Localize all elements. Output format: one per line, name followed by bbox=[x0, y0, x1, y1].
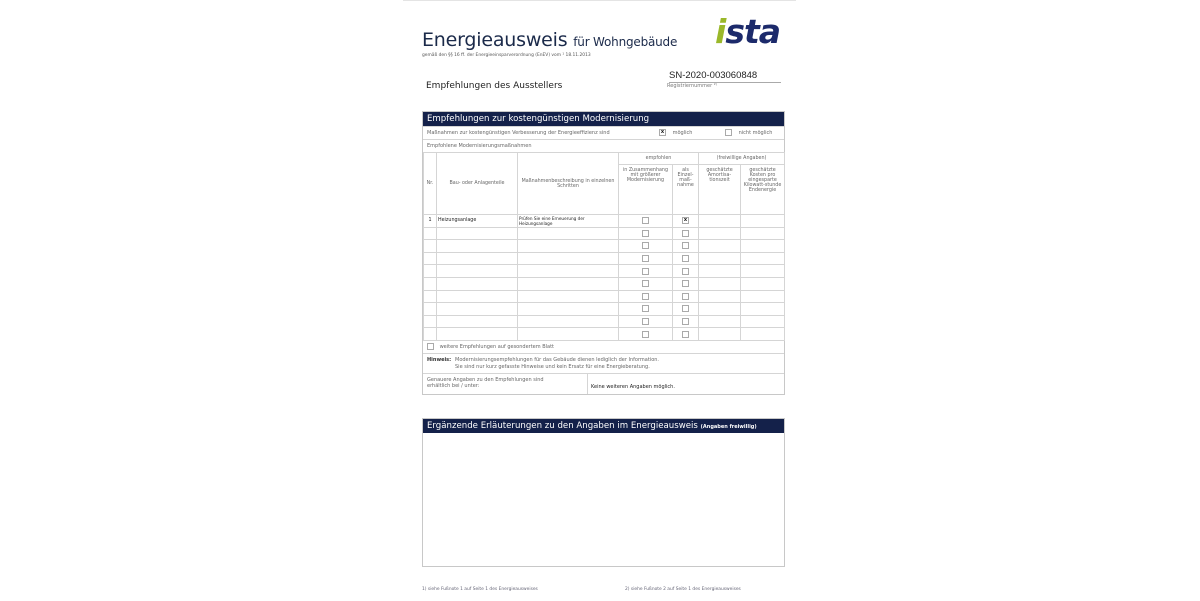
explanations-heading-note: (Angaben freiwillig) bbox=[700, 424, 757, 430]
details-label: Genauere Angaben zu den Empfehlungen sind erhältlich bei / unter: bbox=[427, 376, 544, 389]
row-component bbox=[437, 315, 518, 328]
footnote-2: 2) siehe Fußnote 2 auf Seite 1 des Energieausweises bbox=[625, 587, 741, 592]
row-nr bbox=[424, 315, 437, 328]
not-possible-label: nicht möglich bbox=[738, 130, 773, 136]
row-component bbox=[437, 303, 518, 316]
individual-checkbox[interactable] bbox=[682, 268, 689, 275]
row-nr bbox=[424, 328, 437, 341]
individual-checkbox[interactable] bbox=[682, 293, 689, 300]
registration-number: SN-2020-003060848 bbox=[669, 70, 781, 83]
in-combination-checkbox[interactable] bbox=[642, 217, 649, 224]
row-costs bbox=[741, 265, 785, 278]
registration-label: Registriernummer ²⁾ bbox=[667, 83, 717, 89]
row-description bbox=[518, 277, 619, 290]
ista-logo: ista bbox=[715, 12, 780, 51]
row-costs bbox=[741, 227, 785, 240]
table-row bbox=[424, 227, 785, 240]
row-amortization bbox=[699, 303, 741, 316]
row-costs bbox=[741, 303, 785, 316]
row-description bbox=[518, 290, 619, 303]
row-description bbox=[518, 227, 619, 240]
in-combination-checkbox[interactable] bbox=[642, 318, 649, 325]
individual-checkbox[interactable] bbox=[682, 242, 689, 249]
individual-checkbox[interactable]: x bbox=[683, 217, 688, 224]
recommendations-section bbox=[422, 111, 785, 395]
row-nr bbox=[424, 240, 437, 253]
row-component bbox=[437, 227, 518, 240]
row-amortization bbox=[699, 252, 741, 265]
individual-checkbox[interactable] bbox=[682, 331, 689, 338]
individual-checkbox[interactable] bbox=[682, 255, 689, 262]
explanations-heading-text: Ergänzende Erläuterungen zu den Angaben im Energieausweis bbox=[427, 421, 698, 431]
table-row bbox=[424, 277, 785, 290]
hint-line-1: Modernisierungsempfehlungen für das Gebäude dienen lediglich der Information. bbox=[455, 356, 660, 363]
table-row bbox=[424, 265, 785, 278]
hint-row bbox=[423, 353, 784, 373]
row-description bbox=[518, 315, 619, 328]
row-amortization bbox=[699, 265, 741, 278]
col-header-recommended: empfohlen bbox=[619, 153, 699, 165]
possible-checkbox[interactable]: x bbox=[660, 129, 665, 135]
further-recommendations-label: weitere Empfehlungen auf gesondertem Blatt bbox=[439, 343, 555, 350]
hint-line-2: Sie sind nur kurz gefasste Hinweise und kein Ersatz für eine Energieberatung. bbox=[455, 363, 650, 370]
row-description bbox=[518, 328, 619, 341]
in-combination-checkbox[interactable] bbox=[642, 280, 649, 287]
row-description bbox=[518, 252, 619, 265]
col-header-nr: Nr. bbox=[424, 153, 437, 215]
document-subtitle: gemäß den §§ 16 ff. der Energieeinsparverordnung (EnEV) vom ¹ 18.11.2013 bbox=[422, 53, 591, 58]
in-combination-checkbox[interactable] bbox=[642, 242, 649, 249]
col-header-costs: geschätzte Kosten pro eingesparte Kilowatt-stunde Endenergie bbox=[741, 165, 785, 215]
in-combination-checkbox[interactable] bbox=[642, 331, 649, 338]
document-page bbox=[403, 0, 796, 601]
row-nr bbox=[424, 277, 437, 290]
title-sub: für Wohngebäude bbox=[573, 35, 678, 49]
row-amortization bbox=[699, 290, 741, 303]
hint-label: Hinweis: bbox=[427, 356, 452, 363]
row-component bbox=[437, 265, 518, 278]
row-component bbox=[437, 252, 518, 265]
row-amortization bbox=[699, 227, 741, 240]
explanations-heading bbox=[423, 419, 784, 433]
col-header-voluntary: (freiwillige Angaben) bbox=[699, 153, 785, 165]
row-nr bbox=[424, 290, 437, 303]
row-costs bbox=[741, 277, 785, 290]
row-amortization bbox=[699, 315, 741, 328]
document-title bbox=[422, 29, 677, 51]
in-combination-checkbox[interactable] bbox=[642, 268, 649, 275]
table-row bbox=[424, 315, 785, 328]
col-header-description: Maßnahmenbeschreibung in einzelnen Schritten bbox=[518, 153, 619, 215]
not-possible-checkbox[interactable] bbox=[725, 129, 732, 136]
row-costs bbox=[741, 328, 785, 341]
row-description: Prüfen Sie eine Erneuerung der Heizungsanlage bbox=[518, 215, 619, 228]
col-header-amortization: geschätzte Amortisa-tionszeit bbox=[699, 165, 741, 215]
measures-table bbox=[423, 152, 785, 341]
individual-checkbox[interactable] bbox=[682, 280, 689, 287]
in-combination-checkbox[interactable] bbox=[642, 230, 649, 237]
row-costs bbox=[741, 315, 785, 328]
in-combination-checkbox[interactable] bbox=[642, 293, 649, 300]
row-amortization bbox=[699, 215, 741, 228]
measures-text: Maßnahmen zur kostengünstigen Verbesserung der Energieeffizienz sind bbox=[427, 130, 610, 136]
row-nr bbox=[424, 252, 437, 265]
row-nr: 1 bbox=[424, 215, 437, 228]
row-nr bbox=[424, 303, 437, 316]
row-component bbox=[437, 328, 518, 341]
details-value: Keine weiteren Angaben möglich. bbox=[591, 383, 675, 390]
title-main: Energieausweis bbox=[422, 29, 568, 51]
row-amortization bbox=[699, 240, 741, 253]
row-component bbox=[437, 277, 518, 290]
row-description bbox=[518, 265, 619, 278]
explanations-content[interactable] bbox=[423, 433, 784, 565]
row-nr bbox=[424, 265, 437, 278]
table-row bbox=[424, 215, 785, 228]
in-combination-checkbox[interactable] bbox=[642, 305, 649, 312]
row-description bbox=[518, 303, 619, 316]
possible-label: möglich bbox=[672, 130, 693, 136]
in-combination-checkbox[interactable] bbox=[642, 255, 649, 262]
row-component: Heizungsanlage bbox=[437, 215, 518, 228]
row-amortization bbox=[699, 328, 741, 341]
section-label: Empfehlungen des Ausstellers bbox=[426, 81, 563, 91]
table-row bbox=[424, 328, 785, 341]
recommended-measures-label: Empfohlene Modernisierungsmaßnahmen bbox=[423, 139, 784, 152]
row-nr bbox=[424, 227, 437, 240]
recommendations-heading: Empfehlungen zur kostengünstigen Modernisierung bbox=[423, 112, 784, 126]
row-component bbox=[437, 290, 518, 303]
details-row bbox=[423, 373, 784, 394]
measures-row bbox=[423, 126, 784, 139]
row-amortization bbox=[699, 277, 741, 290]
row-component bbox=[437, 240, 518, 253]
individual-checkbox[interactable] bbox=[682, 318, 689, 325]
row-costs bbox=[741, 240, 785, 253]
col-header-individual: als Einzel-maß-nahme bbox=[673, 165, 699, 215]
col-header-in-combination: in Zusammenhang mit größerer Modernisierung bbox=[619, 165, 673, 215]
col-header-component: Bau- oder Anlagenteile bbox=[437, 153, 518, 215]
table-row bbox=[424, 290, 785, 303]
row-costs bbox=[741, 252, 785, 265]
row-description bbox=[518, 240, 619, 253]
further-recommendations-checkbox[interactable] bbox=[427, 343, 434, 350]
row-costs bbox=[741, 290, 785, 303]
further-recommendations-row bbox=[423, 341, 784, 353]
table-row bbox=[424, 303, 785, 316]
explanations-section bbox=[422, 418, 785, 567]
footnote-1: 1) siehe Fußnote 1 auf Seite 1 des Energieausweises bbox=[422, 587, 538, 592]
table-row bbox=[424, 240, 785, 253]
individual-checkbox[interactable] bbox=[682, 230, 689, 237]
row-costs bbox=[741, 215, 785, 228]
individual-checkbox[interactable] bbox=[682, 305, 689, 312]
table-row bbox=[424, 252, 785, 265]
